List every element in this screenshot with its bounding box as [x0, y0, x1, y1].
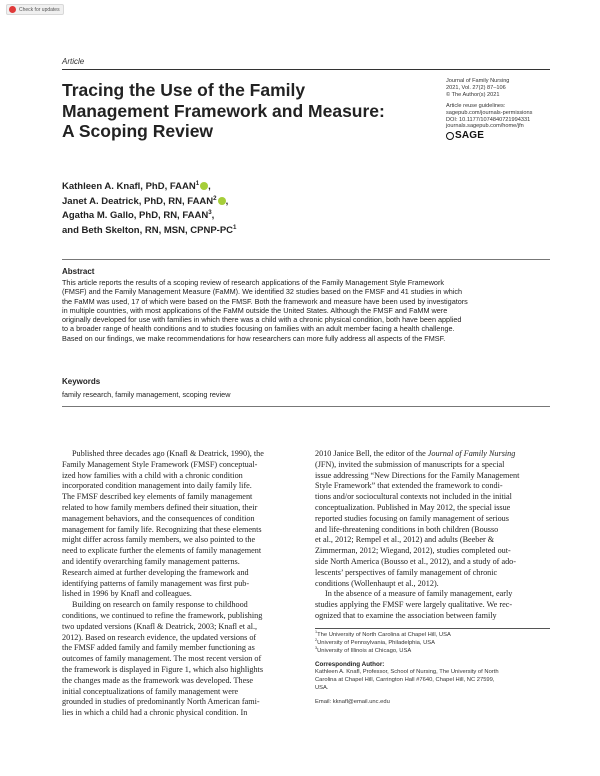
body-text-line — [62, 535, 302, 546]
body-text-line — [62, 471, 302, 482]
journal-title-emphasis: Journal of Family Nursing — [427, 449, 516, 458]
body-text: conditions, we continued to refine the framework, publishing — [62, 610, 263, 620]
author-separator: , — [211, 210, 215, 221]
journal-name: Journal of Family Nursing — [446, 78, 510, 84]
body-text-line — [315, 525, 555, 536]
body-text-line — [62, 546, 302, 557]
keywords-rule — [62, 406, 550, 407]
body-text: outcomes of family management. The most recent version of — [62, 654, 262, 664]
body-text: and life-threatening conditions in both children (Bousso — [315, 524, 499, 534]
body-text: tions and/or sociocultural contexts not included in the initial — [315, 492, 512, 502]
body-text: the FMSF added family and family member functioning as — [62, 643, 255, 653]
check-for-updates-label: Check for updates — [19, 6, 60, 13]
body-text-line — [62, 449, 302, 460]
body-text: grounded in studies of predominantly North American fami- — [62, 697, 260, 707]
author-separator: , — [208, 181, 211, 192]
body-text-line — [62, 665, 302, 676]
affiliation-text: The University of North Carolina at Chapel Hill, USA — [317, 632, 451, 638]
body-text: incorporated condition management into daily family life. — [62, 481, 252, 491]
sage-logo-icon — [446, 132, 454, 140]
journal-volume: 2021, Vol. 27(2) 87–106 — [446, 84, 506, 91]
body-text: The FMSF described key elements of family management — [62, 492, 253, 502]
body-column-left — [62, 449, 302, 719]
body-text: conditions (Wollenhaupt et al., 2012). — [315, 578, 439, 588]
abstract-line: This article reports the results of a scoping review of research applications of the Family Management Style Framework — [62, 278, 444, 287]
body-text: Building on research on family response to childhood — [72, 600, 248, 610]
body-text: Zimmerman, 2012; Wiegand, 2012), studies completed out- — [315, 546, 511, 556]
orcid-icon[interactable] — [200, 182, 208, 190]
footnotes — [315, 632, 555, 706]
body-text-line — [315, 449, 555, 460]
affiliation-mark: 1 — [315, 630, 318, 635]
check-for-updates-badge[interactable] — [6, 4, 64, 15]
affiliation-text: University of Illinois at Chicago, USA — [317, 647, 412, 654]
abstract-line: Based on our findings, we make recommendations for how researchers can more fully address all aspects of the FMSF. — [62, 333, 446, 343]
body-text: initial conceptualizations of family management were — [62, 686, 239, 696]
reuse-guidelines-label: Article reuse guidelines: — [446, 102, 506, 109]
body-text-line — [315, 503, 555, 514]
body-text: Style Framework” that extended the framework to condi- — [315, 481, 503, 491]
body-text: need to explicate further the elements of family management — [62, 546, 262, 556]
body-text-line — [315, 579, 555, 590]
body-text: issue addressing “New Directions for the Family Management — [315, 470, 520, 480]
email-link[interactable]: kknafl@email.unc.edu — [332, 698, 390, 705]
body-text: the framework is displayed in Figure 1, which also highlights — [62, 664, 264, 674]
body-text: the changes made as the framework was developed. These — [62, 675, 254, 685]
author-name: Agatha M. Gallo, PhD, RN, FAAN — [62, 210, 209, 221]
affiliation-line — [315, 645, 555, 656]
author-separator: , — [225, 195, 229, 207]
body-text-line — [315, 589, 555, 600]
abstract-line: originally developed for use with families in which there was a child with a chronic physical condition, both have been applied — [62, 315, 462, 325]
abstract-line: the FaMM was used, 17 of which were based on the FMSF. Both the framework and measure have been used by investigators — [62, 296, 468, 306]
affiliation-line — [315, 632, 555, 640]
article-type-label: Article — [62, 57, 85, 66]
body-text: In the absence of a measure of family management, early — [325, 589, 513, 599]
body-text: management behaviors, and the consequences of condition — [62, 513, 255, 523]
affiliation-line — [315, 637, 555, 648]
body-text-line — [62, 600, 302, 611]
body-text: ognized that to examine the association between family — [315, 610, 497, 620]
journal-home-link[interactable]: journals.sagepub.com/home/jfn — [446, 123, 524, 130]
header-rule — [62, 69, 550, 70]
body-text: lies in which a child had a chronic physical condition. In — [62, 708, 248, 718]
body-text-line — [62, 557, 302, 568]
author-affiliation-mark: 2 — [213, 194, 217, 202]
body-text: 2010 Janice Bell, the editor of the — [315, 449, 428, 458]
body-text-line — [315, 492, 555, 503]
email-line — [315, 699, 555, 707]
crossmark-icon — [9, 6, 16, 13]
body-text-line — [315, 460, 555, 471]
abstract-line: to a broader range of health conditions and to studies focusing on families with an adult member facing a health challenge. — [62, 324, 455, 334]
orcid-icon[interactable] — [218, 197, 226, 205]
copyright-line: © The Author(s) 2021 — [446, 91, 500, 98]
body-text-line — [62, 514, 302, 525]
body-text-line — [315, 514, 555, 525]
author-name: Janet A. Deatrick, PhD, RN, FAAN — [62, 195, 214, 207]
body-text: (JFN), invited the submission of manuscripts for a special — [315, 459, 505, 469]
body-text: 2012). Based on research evidence, the updated versions of — [62, 632, 257, 642]
body-text: related to how family members defined their situation, their — [62, 502, 258, 512]
body-text: side North America (Bousso et al., 2012), and a study of ado- — [315, 556, 517, 566]
body-text-line — [62, 676, 302, 687]
abstract-line: in multiple countries, with most applications of the FaMM outside the United States. Although the FMSF and FaMM were — [62, 305, 448, 315]
body-text-line — [62, 525, 302, 536]
body-text-line — [315, 471, 555, 482]
address-line: USA. — [315, 684, 329, 691]
body-text-line — [62, 654, 302, 665]
body-text-line — [62, 611, 302, 622]
author-affiliation-mark: 1 — [195, 179, 200, 187]
body-text-line — [62, 460, 302, 471]
body-text: Family Management Style Framework (FMSF) conceptual- — [62, 459, 258, 469]
author-line — [62, 209, 442, 224]
body-text-line — [315, 568, 555, 579]
author-name: and Beth Skelton, RN, MSN, CPNP-PC — [62, 224, 234, 236]
body-text-line — [62, 622, 302, 633]
abstract-rule — [62, 259, 550, 260]
body-text: et al., 2012; Rempel et al., 2012) and adults (Beeber & — [315, 535, 495, 545]
address-line: Carolina at Chapel Hill, Carrington Hall #7640, Chapel Hill, NC 27599, — [315, 676, 495, 683]
abstract-heading: Abstract — [62, 267, 95, 276]
journal-info — [446, 78, 566, 140]
article-title: Tracing the Use of the Family Management Framework and Measure: A Scoping Review — [62, 80, 385, 141]
author-affiliation-mark: 1 — [233, 223, 237, 231]
body-column-right — [315, 449, 555, 622]
body-text: lescents’ perspectives of family management of chronic — [315, 567, 498, 577]
body-text-line — [62, 643, 302, 654]
body-text: two updated versions (Knafl & Deatrick, 2003; Knafl et al., — [62, 621, 258, 631]
body-text-line — [62, 492, 302, 503]
affiliation-mark: 3 — [315, 645, 318, 650]
body-text-line — [315, 557, 555, 568]
body-text: might differ across family members, we also pointed to the — [62, 535, 256, 545]
body-text: management for family life. Recognizing that these elements — [62, 524, 262, 534]
body-text-line — [315, 535, 555, 546]
body-text-line — [315, 611, 555, 622]
body-text-line — [62, 589, 302, 600]
body-text-line — [62, 481, 302, 492]
doi-link[interactable]: DOI: 10.1177/1074840721994331 — [446, 116, 531, 123]
body-text: lished in 1996 by Knafl and colleagues. — [62, 589, 192, 599]
sage-logo-text: SAGE — [455, 129, 485, 141]
body-text: ized how families with a child with a chronic condition — [62, 470, 243, 480]
body-text-line — [62, 697, 302, 708]
body-text: Published three decades ago (Knafl & Deatrick, 1990), the — [72, 449, 264, 458]
author-list — [62, 180, 442, 238]
body-text-line — [62, 568, 302, 579]
body-text: identifying patterns of family management was first pub- — [62, 578, 250, 588]
body-text-line — [62, 687, 302, 698]
body-text-line — [62, 503, 302, 514]
affiliation-mark: 2 — [315, 637, 318, 642]
permissions-link[interactable]: sagepub.com/journals-permissions — [446, 109, 533, 116]
body-text-line — [62, 633, 302, 644]
body-text: Research aimed at further developing the framework and — [62, 567, 249, 577]
sage-logo — [446, 129, 566, 141]
keywords-heading: Keywords — [62, 377, 101, 386]
author-name: Kathleen A. Knafl, PhD, FAAN — [62, 181, 196, 192]
body-text-line — [315, 481, 555, 492]
author-line — [62, 224, 442, 239]
abstract-line: (FMSF) and the Family Management Measure (FaMM). We identified 32 studies based on the FMSF and 41 studies in which — [62, 287, 462, 297]
footnote-rule — [315, 628, 550, 629]
author-line — [62, 195, 442, 210]
body-text-line — [315, 546, 555, 557]
body-text: studies applying the FMSF were largely qualitative. We rec- — [315, 600, 513, 610]
body-text-line — [62, 579, 302, 590]
body-text-line — [62, 708, 302, 719]
author-line — [62, 180, 442, 195]
body-text: and identify overarching family management patterns. — [62, 556, 240, 566]
email-label: Email: — [315, 698, 333, 705]
affiliation-text: University of Pennsylvania, Philadelphia, USA — [317, 639, 436, 646]
body-text: reported studies focusing on family management of serious — [315, 513, 509, 523]
corresponding-author-heading: Corresponding Author: — [315, 661, 385, 669]
body-text: conceptualization. Published in May 2012, the special issue — [315, 502, 511, 512]
abstract-body — [62, 278, 550, 343]
author-affiliation-mark: 3 — [208, 208, 212, 216]
body-text-line — [315, 600, 555, 611]
address-line: Kathleen A. Knafl, Professor, School of Nursing, The University of North — [315, 669, 499, 676]
keywords-list: family research, family management, scoping review — [62, 390, 231, 399]
corresponding-author-address — [315, 669, 555, 692]
